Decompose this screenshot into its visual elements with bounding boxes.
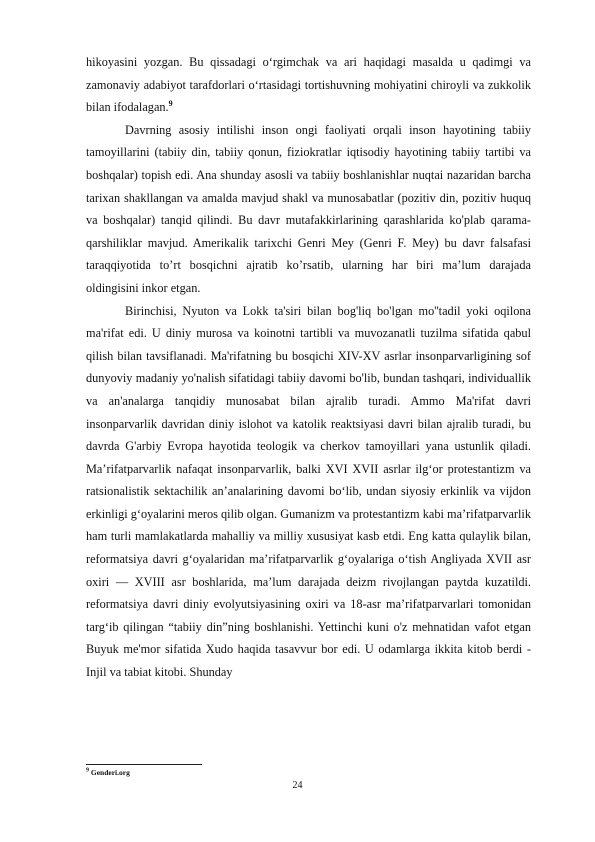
- body-text: [86, 51, 531, 684]
- footnote-text: Genderi.org: [90, 768, 130, 777]
- footnote-reference[interactable]: 9: [168, 99, 173, 109]
- paragraph-1-text: hikoyasini yozgan. Bu qissadagi o‘rgimchak va ari haqidagi masalda u qadimgi va zamonaviy adabiyot tarafdorlari o‘rtasidagi tortishuvning mohiyatini chiroyli va zukkolik bilan ifodalagan.: [86, 55, 531, 115]
- footnote: [86, 768, 531, 778]
- page-number: 24: [292, 780, 303, 791]
- paragraph-1: [86, 51, 531, 119]
- paragraph-2: Davrning asosiy intilishi inson ongi faoliyati orqali inson hayotining tabiiy tamoyillarini (tabiiy din, tabiiy qonun, fiziokratlar iqtisodiy hayotining tabiiy tartibi va boshqalar) topish edi. Ana shunday asosli va tabiiy boshlanishlar nuqtai nazaridan barcha tarixan shakllangan va amalda mavjud shakl va munosabatlar (pozitiv din, pozitiv huquq va boshqalar) tanqid qilindi. Bu davr mutafakkirlarining qarashlarida ko'plab qarama-qarshiliklar mavjud. Amerikalik tarixchi Genri Mey (Genri F. Mey) bu davr falsafasi taraqqiyotida to’rt bosqichni ajratib ko’rsatib, ularning har biri ma’lum darajada oldingisini inkor etgan.: [86, 122, 531, 295]
- paragraph-3: Birinchisi, Nyuton va Lokk ta'siri bilan bog'liq bo'lgan mo''tadil yoki oqilona ma'rifat edi. U diniy murosa va koinotni tartibli va muvozanatli tuzilma sifatida qabul qilish bilan tavsiflanadi. Ma'rifatning bu bosqichi XIV-XV asrlar insonparvarligining sof dunyoviy madaniy yo'nalish sifatidagi tabiiy davomi bo'lib, bundan tashqari, individuallik va an'analarga tanqidiy munosabat bilan ajralib turadi. Ammo Ma'rifat davri insonparvarlik davridan diniy islohot va katolik reaktsiyasi davri bilan ajralib turadi, bu davrda G'arbiy Evropa hayotida teologik va cherkov tamoyillari yana ustunlik qiladi. Ma’rifatparvarlik nafaqat insonparvarlik, balki XVI XVII asrlar ilg‘or protestantizm va ratsionalistik sektachilik an’analarining davomi bo‘lib, undan siyosiy erkinlik va vijdon erkinligi g‘oyalarini meros qilib olgan. Gumanizm va protestantizm kabi ma’rifatparvarlik ham turli mamlakatlarda mahalliy va milliy xususiyat kasb etdi. Eng katta qulaylik bilan, reformatsiya davri g‘oyalaridan ma’rifatparvarlik g‘oyalariga o‘tish Angliyada XVII asr oxiri — XVIII asr boshlarida, ma’lum darajada deizm rivojlangan paytda kuzatildi. reformatsiya davri diniy evolyutsiyasining oxiri va 18-asr ma’rifatparvarlari tomonidan targ‘ib qilingan “tabiiy din”ning boshlanishi. Yettinchi kuni o'z mehnatidan vafot etgan Buyuk me'mor sifatida Xudo haqida tasavvur bor edi. U odamlarga ikkita kitob berdi - Injil va tabiat kitobi. Shunday: [86, 303, 531, 680]
- footnote-separator: [86, 764, 202, 765]
- footnote-number: 9: [86, 767, 89, 774]
